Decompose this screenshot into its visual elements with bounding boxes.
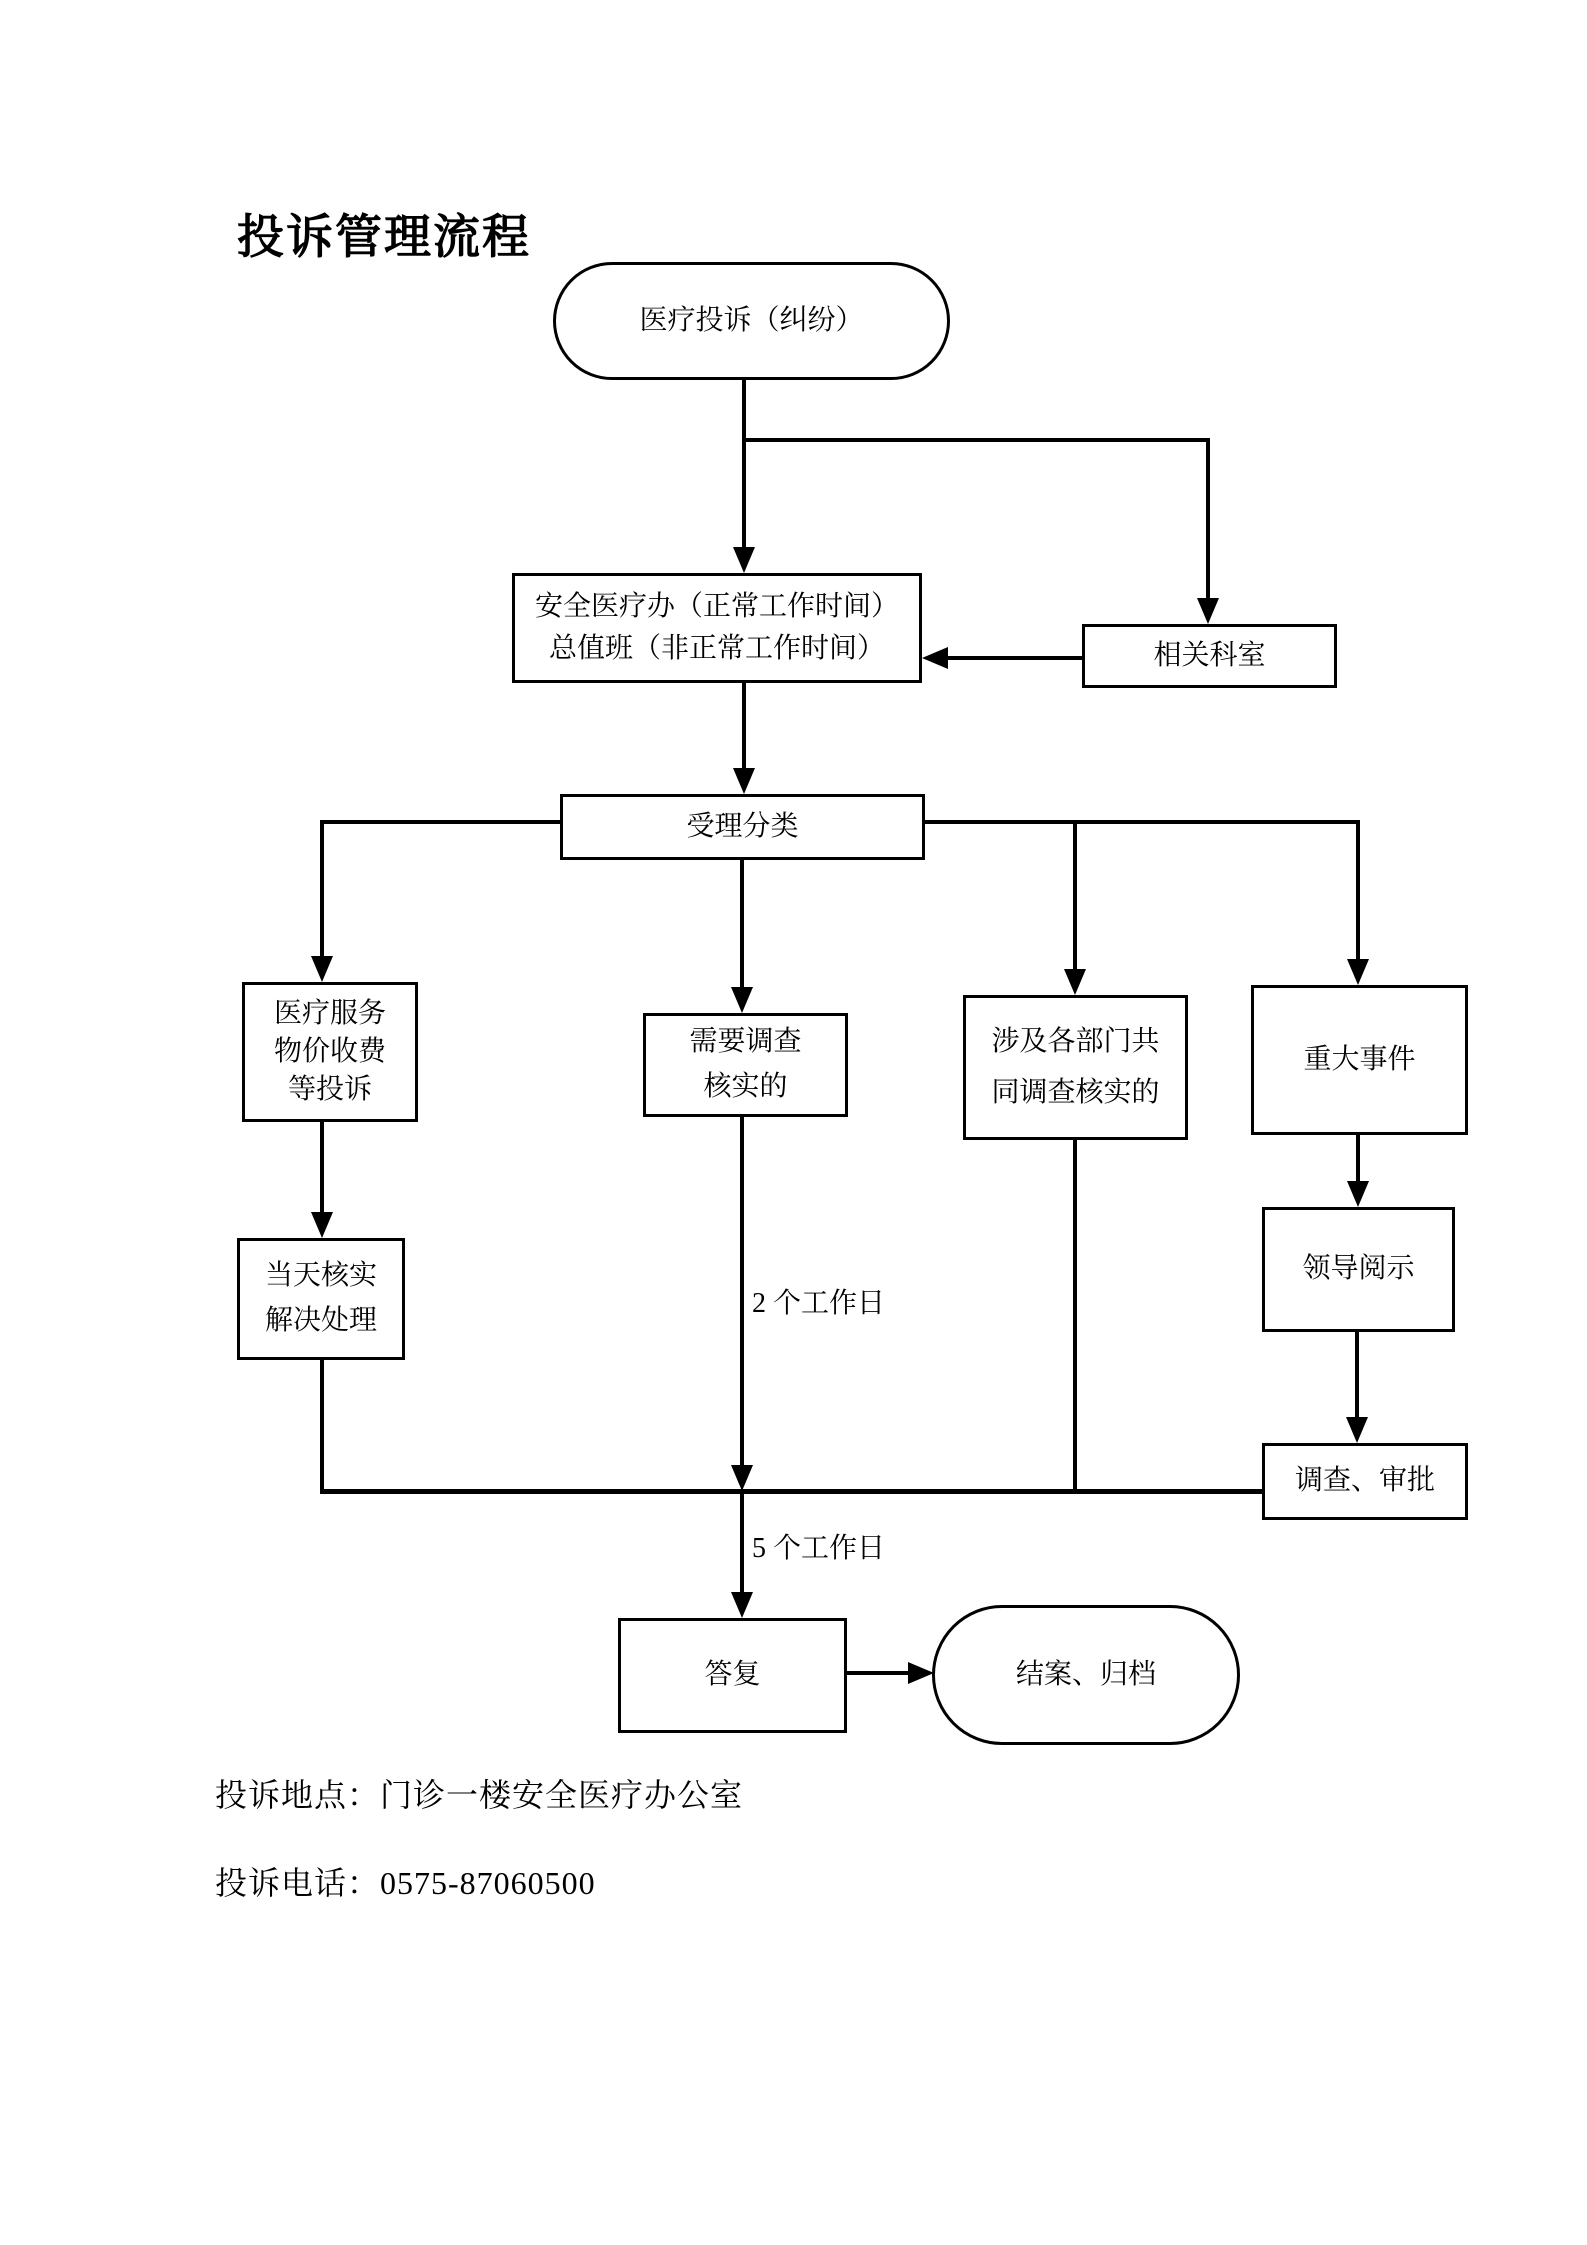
service-complaint-box bbox=[242, 982, 418, 1122]
service-label-line1: 医疗服务 bbox=[273, 997, 386, 1029]
connector-related-dept-to-office bbox=[944, 656, 1082, 660]
sameday-label-line2: 解决处理 bbox=[264, 1305, 377, 1336]
office-label-line1: 安全医疗办（正常工作时间） bbox=[534, 591, 899, 622]
connector-classify-right-horizontal bbox=[923, 820, 1360, 824]
arrowhead-leader-top bbox=[1347, 1181, 1369, 1207]
investigate-approve-label: 调查、审批 bbox=[1294, 1465, 1435, 1497]
related-dept-label: 相关科室 bbox=[1153, 639, 1266, 671]
related-dept-box bbox=[1082, 624, 1337, 688]
classify-box bbox=[560, 794, 925, 860]
close-archive-label: 结案、归档 bbox=[1015, 1658, 1156, 1690]
multi-dept-box bbox=[963, 995, 1188, 1140]
connector-start-to-office bbox=[742, 380, 746, 550]
start-terminator-label: 医疗投诉（纠纷） bbox=[639, 304, 864, 336]
connector-multidept-to-collector bbox=[1073, 1140, 1077, 1493]
investigate-label-line1: 需要调查 bbox=[689, 1026, 802, 1058]
connector-branch-horizontal bbox=[742, 438, 1210, 442]
close-archive-terminator bbox=[932, 1605, 1240, 1745]
label-five-working-days: 5 个工作日 bbox=[752, 1533, 886, 1564]
connector-reply-to-close bbox=[847, 1671, 909, 1675]
arrowhead-service-top bbox=[311, 956, 333, 982]
investigate-label-line2: 核实的 bbox=[703, 1071, 788, 1102]
arrowhead-related-dept-top bbox=[1197, 598, 1219, 624]
arrowhead-collector-junction bbox=[731, 1465, 753, 1491]
connector-office-to-classify bbox=[742, 683, 746, 770]
start-terminator bbox=[553, 262, 950, 380]
label-two-working-days: 2 个工作日 bbox=[752, 1288, 886, 1319]
page-title: 投诉管理流程 bbox=[237, 212, 531, 264]
arrowhead-major-top bbox=[1347, 959, 1369, 985]
arrowhead-investigate-top bbox=[731, 987, 753, 1013]
classify-label: 受理分类 bbox=[686, 810, 799, 842]
arrowhead-multidept-top bbox=[1064, 969, 1086, 995]
connector-classify-to-multidept bbox=[1073, 820, 1077, 971]
leader-review-box bbox=[1262, 1207, 1455, 1332]
multidept-label-line1: 涉及各部门共 bbox=[991, 1026, 1160, 1058]
reply-box bbox=[618, 1618, 847, 1733]
connector-major-to-leader bbox=[1356, 1135, 1360, 1183]
connector-classify-to-major bbox=[1356, 820, 1360, 961]
office-box bbox=[512, 573, 922, 683]
multidept-label-line2: 同调查核实的 bbox=[991, 1076, 1160, 1108]
connector-classify-to-investigate bbox=[740, 858, 744, 989]
connector-branch-vertical bbox=[1206, 438, 1210, 600]
leader-review-label: 领导阅示 bbox=[1302, 1253, 1415, 1285]
arrowhead-office-right bbox=[922, 647, 948, 669]
service-label-line2: 物价收费 bbox=[273, 1035, 386, 1067]
connector-leader-to-approve bbox=[1355, 1332, 1359, 1418]
need-investigation-box bbox=[643, 1013, 848, 1117]
connector-collector-horizontal bbox=[320, 1489, 1262, 1494]
arrowhead-reply-top bbox=[731, 1592, 753, 1618]
arrowhead-approve-top bbox=[1346, 1417, 1368, 1443]
service-label-line3: 等投诉 bbox=[287, 1074, 372, 1106]
reply-label: 答复 bbox=[704, 1659, 761, 1691]
connector-investigate-to-collector bbox=[740, 1117, 744, 1467]
connector-collector-to-reply bbox=[740, 1491, 744, 1595]
arrowhead-office-top bbox=[733, 547, 755, 573]
office-label-line2: 总值班（非正常工作时间） bbox=[548, 633, 885, 664]
footer-phone: 投诉电话：0575-87060500 bbox=[215, 1865, 596, 1901]
investigate-approve-box bbox=[1262, 1443, 1468, 1520]
major-event-box bbox=[1251, 985, 1468, 1135]
footer-address: 投诉地点：门诊一楼安全医疗办公室 bbox=[215, 1777, 744, 1813]
connector-service-to-sameday bbox=[320, 1122, 324, 1214]
arrowhead-sameday-top bbox=[311, 1212, 333, 1238]
connector-classify-left-horizontal bbox=[320, 820, 562, 824]
connector-sameday-to-collector bbox=[320, 1360, 324, 1493]
connector-classify-left-vertical bbox=[320, 820, 324, 958]
major-event-label: 重大事件 bbox=[1303, 1043, 1416, 1075]
same-day-box bbox=[237, 1238, 405, 1360]
arrowhead-classify-top bbox=[733, 768, 755, 794]
arrowhead-close-left bbox=[908, 1662, 934, 1684]
sameday-label-line1: 当天核实 bbox=[264, 1260, 377, 1292]
